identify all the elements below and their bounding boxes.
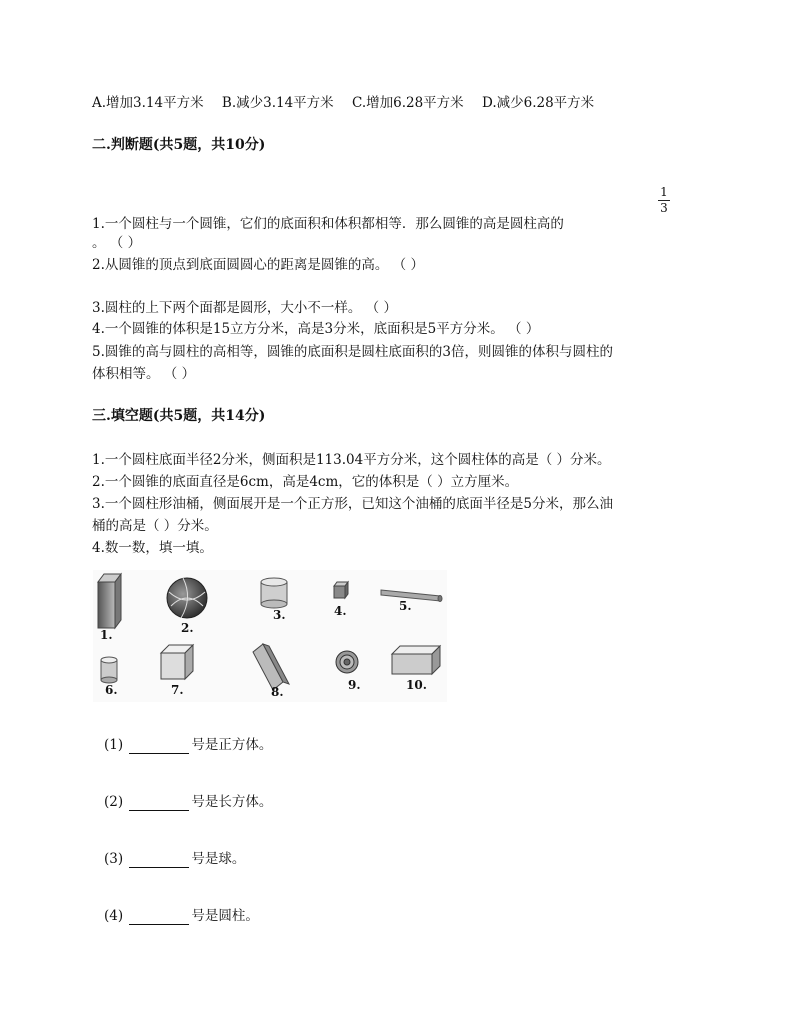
option-c: C.增加6.28平方米 <box>351 95 464 111</box>
fraction-one-third <box>656 186 672 215</box>
fill-q3-line2: 桶的高是（ ）分米。 <box>92 518 218 534</box>
sub-question-2-text: 号是长方体。 <box>191 794 273 810</box>
answer-blank-4[interactable] <box>129 910 189 925</box>
sub-question-1-text: 号是正方体。 <box>191 737 273 753</box>
fill-q2: 2.一个圆锥的底面直径是6cm，高是4cm，它的体积是（ ）立方厘米。 <box>92 474 519 490</box>
figure-label-6: 6. <box>105 683 118 697</box>
sub-question-1 <box>104 736 272 754</box>
judge-q2: 2.从圆锥的顶点到底面圆圆心的距离是圆锥的高。 （ ） <box>92 257 424 273</box>
answer-blank-2[interactable] <box>129 796 189 811</box>
figure-label-4: 4. <box>334 604 347 618</box>
judge-q4: 4.一个圆锥的体积是15立方分米，高是3分米，底面积是5平方分米。 （ ） <box>92 321 540 337</box>
solid-1-cuboid-icon <box>98 574 121 628</box>
section2-heading: 二.判断题(共5题，共10分) <box>92 137 266 153</box>
option-b: B.减少3.14平方米 <box>221 95 334 111</box>
solids-figure <box>93 570 447 702</box>
solid-9-cylinder-icon <box>336 651 358 673</box>
answer-blank-3[interactable] <box>129 853 189 868</box>
figure-label-3: 3. <box>273 608 286 622</box>
sub-question-2-number: (2) <box>104 794 124 810</box>
figure-label-1: 1. <box>100 628 113 642</box>
sub-question-3 <box>104 850 245 868</box>
fill-q4: 4.数一数，填一填。 <box>92 540 213 556</box>
fill-q3-line1: 3.一个圆柱形油桶，侧面展开是一个正方形，已知这个油桶的底面半径是5分米，那么油 <box>92 496 613 512</box>
judge-q1-line1: 1.一个圆柱与一个圆锥，它们的底面积和体积都相等．那么圆锥的高是圆柱高的 <box>92 216 564 232</box>
solid-4-cube-icon <box>334 582 348 598</box>
choice-options <box>92 94 608 112</box>
sub-question-2 <box>104 793 272 811</box>
solid-6-cylinder-icon <box>101 657 117 683</box>
sub-question-4-number: (4) <box>104 908 124 924</box>
solid-8-cuboid-icon <box>253 644 289 690</box>
judge-q3: 3.圆柱的上下两个面都是圆形，大小不一样。 （ ） <box>92 300 397 316</box>
sub-question-4-text: 号是圆柱。 <box>191 908 259 924</box>
sub-question-3-text: 号是球。 <box>191 851 246 867</box>
judge-q5-line2: 体积相等。 （ ） <box>92 366 196 382</box>
option-a: A.增加3.14平方米 <box>92 95 204 111</box>
fraction-numerator: 1 <box>660 185 668 199</box>
solids-drawing <box>93 570 447 702</box>
figure-label-2: 2. <box>181 621 194 635</box>
sub-question-4 <box>104 907 259 925</box>
figure-label-10: 10. <box>406 678 427 692</box>
judge-q1-line2: 。 （ ） <box>92 235 142 251</box>
solid-7-cube-icon <box>161 645 193 679</box>
figure-label-7: 7. <box>171 683 184 697</box>
judge-q5-line1: 5.圆锥的高与圆柱的高相等，圆锥的底面积是圆柱底面积的3倍，则圆锥的体积与圆柱的 <box>92 344 613 360</box>
solid-3-cylinder-icon <box>261 578 287 608</box>
fraction-denominator: 3 <box>660 201 668 215</box>
figure-label-5: 5. <box>399 599 412 613</box>
figure-label-8: 8. <box>271 685 284 699</box>
figure-label-9: 9. <box>348 678 361 692</box>
solid-2-sphere-icon <box>167 578 207 618</box>
solid-10-cuboid-icon <box>392 646 440 674</box>
fill-q1: 1.一个圆柱底面半径2分米，侧面积是113.04平方分米，这个圆柱体的高是（ ）分米。 <box>92 452 611 468</box>
option-d: D.减少6.28平方米 <box>481 95 595 111</box>
sub-question-1-number: (1) <box>104 737 124 753</box>
answer-blank-1[interactable] <box>129 739 189 754</box>
sub-question-3-number: (3) <box>104 851 124 867</box>
section3-heading: 三.填空题(共5题，共14分) <box>92 408 266 424</box>
